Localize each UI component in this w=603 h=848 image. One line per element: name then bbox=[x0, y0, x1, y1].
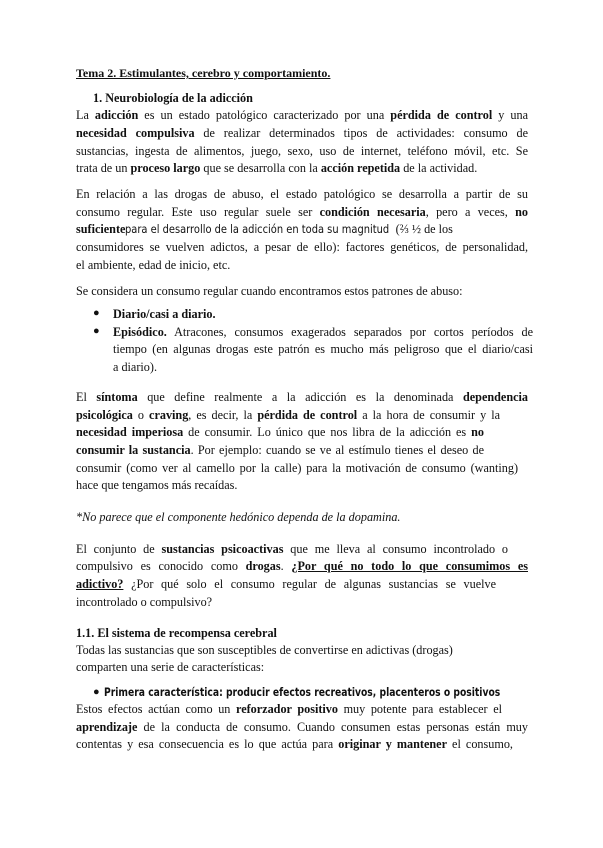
paragraph-line: suficientepara el desarrollo de la adicción en toda su magnitud (⅔ ½ de los bbox=[76, 222, 453, 236]
bullet-diario: Diario/casi a diario. bbox=[113, 307, 216, 321]
paragraph-line: El síntoma que define realmente a la adicción es la denominada dependencia bbox=[76, 390, 528, 404]
paragraph-line: Estos efectos actúan como un reforzador positivo muy potente para establecer el bbox=[76, 702, 502, 716]
paragraph-line: Se considera un consumo regular cuando encontramos estos patrones de abuso: bbox=[76, 284, 463, 298]
bullet-episodico: Episódico. Atracones, consumos exagerados separados por cortos períodos de bbox=[113, 325, 533, 339]
paragraph-line: adictivo? ¿Por qué solo el consumo regular de algunas sustancias se vuelve bbox=[76, 577, 496, 591]
bullet-line: tiempo (en algunas drogas este patrón es mucho más peligroso que el diario/casi bbox=[113, 342, 533, 356]
section-heading-recompensa: 1.1. El sistema de recompensa cerebral bbox=[76, 626, 277, 640]
paragraph-line: necesidad compulsiva de realizar determinados tipos de actividades: consumo de bbox=[76, 126, 529, 140]
paragraph-line: incontrolado o compulsivo? bbox=[76, 595, 213, 609]
paragraph-line: contentas y esa consecuencia es lo que actúa para originar y mantener el consumo, bbox=[76, 737, 513, 751]
bullet-line: a diario). bbox=[113, 360, 157, 374]
bullet-dot: ● bbox=[93, 686, 100, 698]
paragraph-line: consumo regular. Este uso regular suele ser condición necesaria, pero a veces, no bbox=[76, 205, 528, 219]
paragraph-line: compulsivo es conocido como drogas. ¿Por qué no todo lo que consumimos es bbox=[76, 559, 528, 573]
paragraph-line: el ambiente, edad de inicio, etc. bbox=[76, 258, 231, 272]
paragraph-line: sustancias, ingesta de alimentos, juego, sexo, uso de internet, teléfono móvil, etc. Se bbox=[76, 144, 528, 158]
paragraph-line: La adicción es un estado patológico caracterizado por una pérdida de control y una bbox=[76, 108, 528, 122]
paragraph-line: psicológica o craving, es decir, la pérdida de control a la hora de consumir y la bbox=[76, 408, 500, 422]
paragraph-line: necesidad imperiosa de consumir. Lo único que nos libra de la adicción es no bbox=[76, 425, 484, 439]
bullet-dot: ● bbox=[93, 325, 100, 337]
paragraph-line: consumir la sustancia. Por ejemplo: cuando se ve al estímulo tienes el deseo de bbox=[76, 443, 484, 457]
section-heading-neurobiologia: 1. Neurobiología de la adicción bbox=[93, 91, 253, 105]
paragraph-line: Todas las sustancias que son susceptibles de convertirse en adictivas (drogas) bbox=[76, 643, 453, 657]
paragraph-line: consumidores se vuelven adictos, a pesar de ello): factores genéticos, de personalidad, bbox=[76, 240, 528, 254]
paragraph-line: hace que tengamos más recaídas. bbox=[76, 478, 238, 492]
paragraph-line: El conjunto de sustancias psicoactivas que me lleva al consumo incontrolado o bbox=[76, 542, 508, 556]
bullet-dot: ● bbox=[93, 307, 100, 319]
paragraph-line: En relación a las drogas de abuso, el estado patológico se desarrolla a partir de su bbox=[76, 187, 528, 201]
paragraph-line: aprendizaje de la conducta de consumo. Cuando consumen estas personas están muy bbox=[76, 720, 528, 734]
document-title: Tema 2. Estimulantes, cerebro y comportamiento. bbox=[76, 66, 331, 80]
paragraph-line: trata de un proceso largo que se desarrolla con la acción repetida de la actividad. bbox=[76, 161, 478, 175]
paragraph-line: consumir (como ver al camello por la calle) para la motivación de consumo (wanting) bbox=[76, 461, 518, 475]
feature-heading: Primera característica: producir efectos recreativos, placenteros o positivos bbox=[104, 685, 501, 699]
paragraph-line: comparten una serie de características: bbox=[76, 660, 265, 674]
italic-note: *No parece que el componente hedónico dependa de la dopamina. bbox=[76, 510, 401, 524]
